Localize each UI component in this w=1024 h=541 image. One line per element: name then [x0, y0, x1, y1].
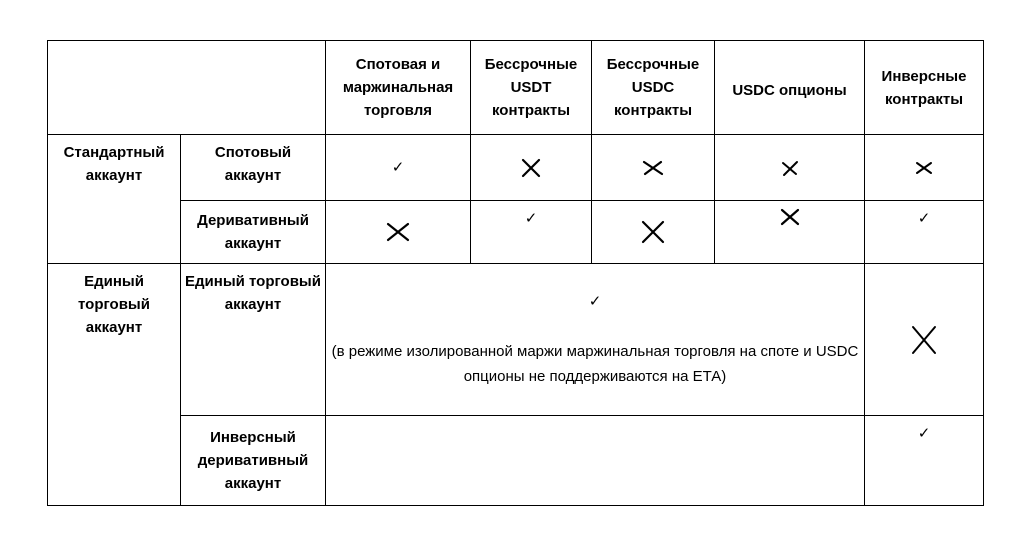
cross-icon [779, 207, 801, 227]
cross-icon [914, 160, 934, 176]
group-standard-account: Стандартный аккаунт [48, 135, 181, 264]
table-row [48, 416, 984, 506]
check-mark: ✓ [917, 210, 931, 227]
account-compatibility-table [47, 40, 984, 506]
check-mark: ✓ [917, 425, 931, 442]
row-label-spot-account: Спотовый аккаунт [181, 135, 326, 201]
header-usdc-options: USDC опционы [715, 41, 865, 135]
cell-deriv-0 [326, 201, 471, 264]
cross-icon [780, 159, 800, 177]
cross-icon [385, 221, 411, 243]
header-spot-margin: Спотовая и маржинальная торговля [326, 41, 471, 135]
table-row [48, 264, 984, 416]
merged-unified-cell [326, 264, 865, 416]
group-unified-trading-account: Единый торговый аккаунт [48, 264, 181, 506]
row-label-inverse-derivatives-account: Инверсный деривативный аккаунт [181, 416, 326, 506]
header-inverse: Инверсные контракты [865, 41, 984, 135]
table-row [48, 201, 984, 264]
cell-spot-1 [471, 135, 592, 201]
header-usdt-perpetual: Бессрочные USDT контракты [471, 41, 592, 135]
cell-deriv-3 [715, 201, 865, 264]
check-mark: ✓ [588, 293, 602, 310]
cross-icon [910, 324, 938, 356]
cross-icon [640, 219, 666, 245]
cell-spot-4 [865, 135, 984, 201]
cross-icon [520, 157, 542, 179]
cell-spot-0 [326, 135, 471, 201]
cell-deriv-2 [592, 201, 715, 264]
empty-merged-cell [326, 416, 865, 506]
check-mark: ✓ [391, 159, 405, 176]
cell-deriv-1 [471, 201, 592, 264]
header-usdc-perpetual: Бессрочные USDC контракты [592, 41, 715, 135]
cell-deriv-4 [865, 201, 984, 264]
cell-spot-3 [715, 135, 865, 201]
cell-inverse-deriv-inverse [865, 416, 984, 506]
header-empty-cell [48, 41, 326, 135]
table-row [48, 135, 984, 201]
cross-icon [641, 159, 665, 177]
check-mark: ✓ [524, 210, 538, 227]
row-label-unified-trading-account: Единый торговый аккаунт [181, 264, 326, 416]
header-row [48, 41, 984, 135]
cell-spot-2 [592, 135, 715, 201]
cell-unified-inverse [865, 264, 984, 416]
unified-note: (в режиме изолированной маржи маржинальная торговля на споте и USDC опционы не поддерживаются на ЕТА) [331, 343, 859, 385]
row-label-derivatives-account: Деривативный аккаунт [181, 201, 326, 264]
